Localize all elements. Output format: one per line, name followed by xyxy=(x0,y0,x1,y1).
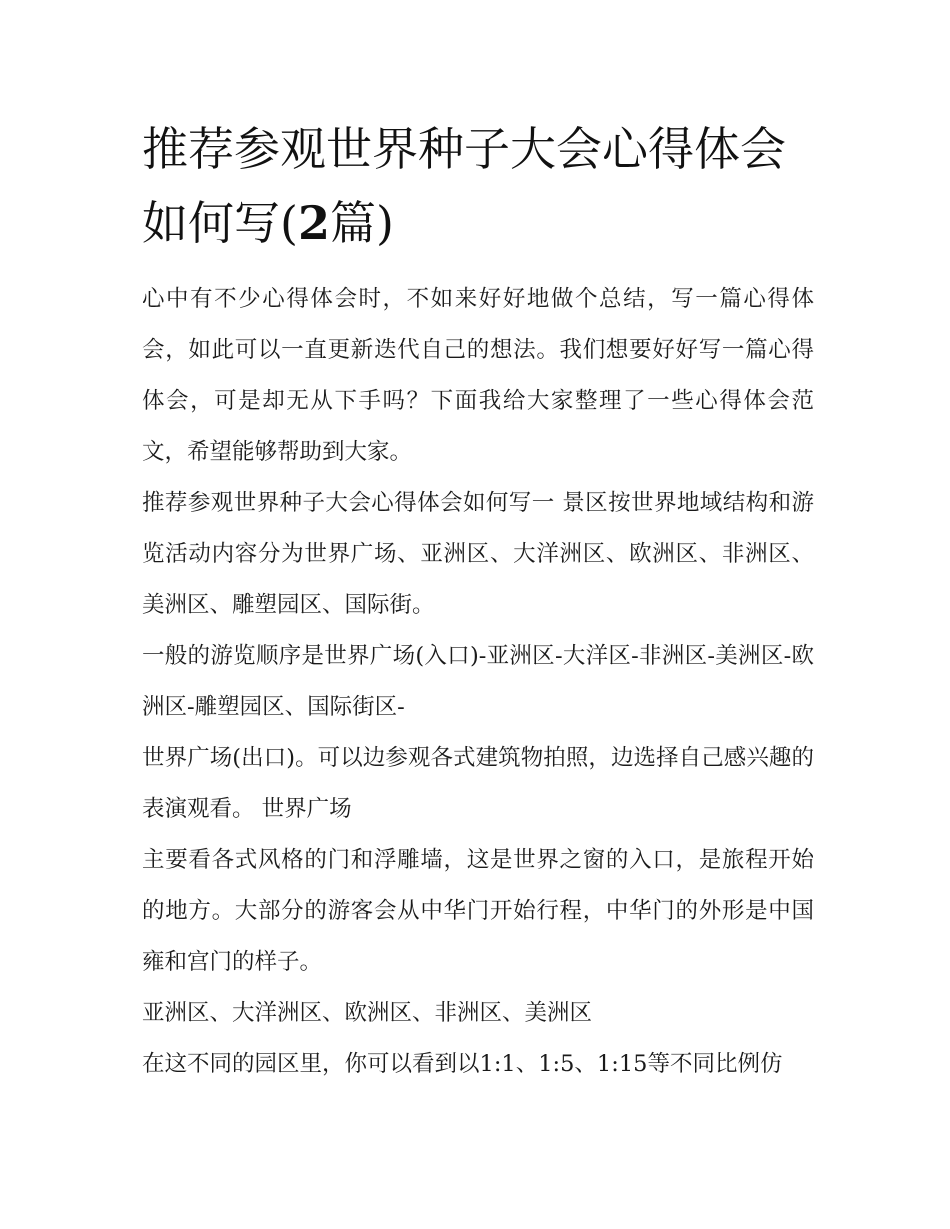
paragraph-regions-list: 亚洲区、大洋洲区、欧洲区、非洲区、美洲区 xyxy=(142,1000,593,1026)
paragraph-tour-order: 一般的游览顺序是世界广场(入口)-亚洲区-大洋区-非洲区-美洲区-欧洲区-雕塑园区、国际街区- xyxy=(142,643,814,720)
paragraph-world-square-exit: 世界广场(出口)。可以边参观各式建筑物拍照，边选择自己感兴趣的表演观看。 世界广场 xyxy=(142,745,814,822)
document-body xyxy=(142,112,814,1090)
paragraph-scale-models: 在这不同的园区里，你可以看到以1:1、1:5、1:15等不同比例仿 xyxy=(142,1051,783,1077)
title-number: 2 xyxy=(297,196,330,250)
title-text-end: 篇) xyxy=(329,196,394,250)
paragraph-world-square-gates: 主要看各式风格的门和浮雕墙，这是世界之窗的入口，是旅程开始的地方。大部分的游客会从中华门开始行程，中华门的外形是中国雍和宫门的样子。 xyxy=(142,847,814,975)
paragraph-intro: 心中有不少心得体会时，不如来好好地做个总结，写一篇心得体会，如此可以一直更新迭代自己的想法。我们想要好好写一篇心得体会，可是却无从下手吗？下面我给大家整理了一些心得体会范文，希望能够帮助到大家。 xyxy=(142,286,814,465)
title-text: 推荐参观世界种子大会心得体会如何写( xyxy=(142,122,786,250)
document-title xyxy=(142,112,814,260)
paragraph-scenic-areas: 推荐参观世界种子大会心得体会如何写一 景区按世界地域结构和游览活动内容分为世界广场、亚洲区、大洋洲区、欧洲区、非洲区、美洲区、雕塑园区、国际街。 xyxy=(142,490,814,618)
